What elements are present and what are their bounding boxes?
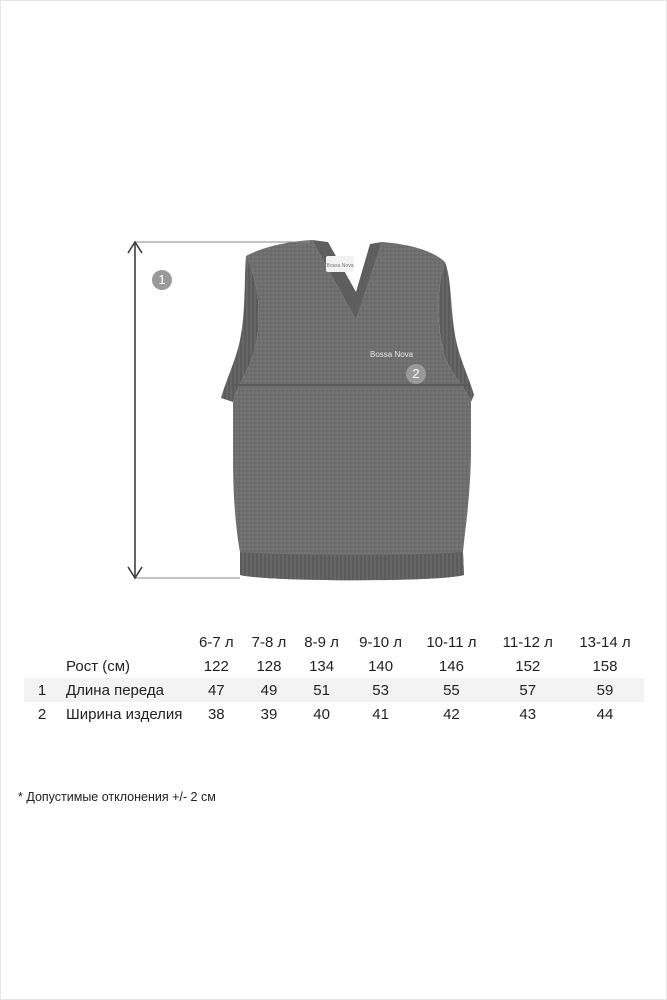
- row-label: Рост (см): [66, 657, 131, 675]
- table-cell: 49: [243, 678, 296, 702]
- table-cell: 41: [372, 705, 389, 723]
- table-cell: 55: [413, 678, 489, 702]
- table-cell: 152: [515, 657, 541, 675]
- row-number: 2: [37, 705, 47, 723]
- table-cell: 51: [295, 678, 348, 702]
- table-cell: 146: [438, 657, 464, 675]
- row-label: Длина переда: [60, 678, 190, 702]
- table-cell: 128: [256, 657, 282, 675]
- hem-rib: [240, 552, 464, 580]
- table-cell: 53: [348, 678, 413, 702]
- table-cell: 40: [313, 705, 330, 723]
- table-cell: 158: [592, 657, 618, 675]
- table-row-width: [24, 702, 644, 726]
- size-col: 9-10 л: [359, 633, 403, 651]
- table-cell: 47: [190, 678, 243, 702]
- table-cell: 38: [207, 705, 225, 723]
- table-cell: 59: [566, 678, 644, 702]
- chest-logo-text: Bossa Nova: [370, 350, 414, 359]
- measure-marker-1: 1: [152, 270, 172, 290]
- size-col: 8-9 л: [304, 633, 339, 651]
- size-col: 13-14 л: [579, 633, 631, 651]
- header-label-blank: [60, 630, 190, 654]
- row-number: [24, 654, 60, 678]
- measure-marker-2: 2: [406, 364, 426, 384]
- size-col: 10-11 л: [426, 633, 477, 651]
- row-number: 1: [24, 678, 60, 702]
- size-col: 6-7 л: [199, 633, 234, 651]
- size-col: 7-8 л: [251, 633, 287, 651]
- header-blank: [24, 630, 60, 654]
- table-cell: 57: [490, 678, 566, 702]
- table-cell: 44: [596, 705, 614, 723]
- table-cell: 43: [519, 705, 537, 723]
- size-table: [24, 630, 644, 726]
- table-cell: 134: [309, 657, 335, 675]
- size-col: 11-12 л: [502, 633, 553, 651]
- table-cell: 140: [368, 657, 394, 675]
- table-cell: 42: [443, 705, 460, 723]
- size-header-row: [24, 630, 644, 654]
- table-cell: 39: [260, 705, 278, 723]
- table-row-height: [24, 654, 644, 678]
- table-cell: 122: [203, 657, 229, 675]
- row-label: Ширина изделия: [66, 705, 183, 723]
- table-row-length: [24, 678, 644, 702]
- neck-label-text: Bossa Nova: [326, 263, 354, 269]
- footnote: * Допустимые отклонения +/- 2 см: [18, 790, 216, 804]
